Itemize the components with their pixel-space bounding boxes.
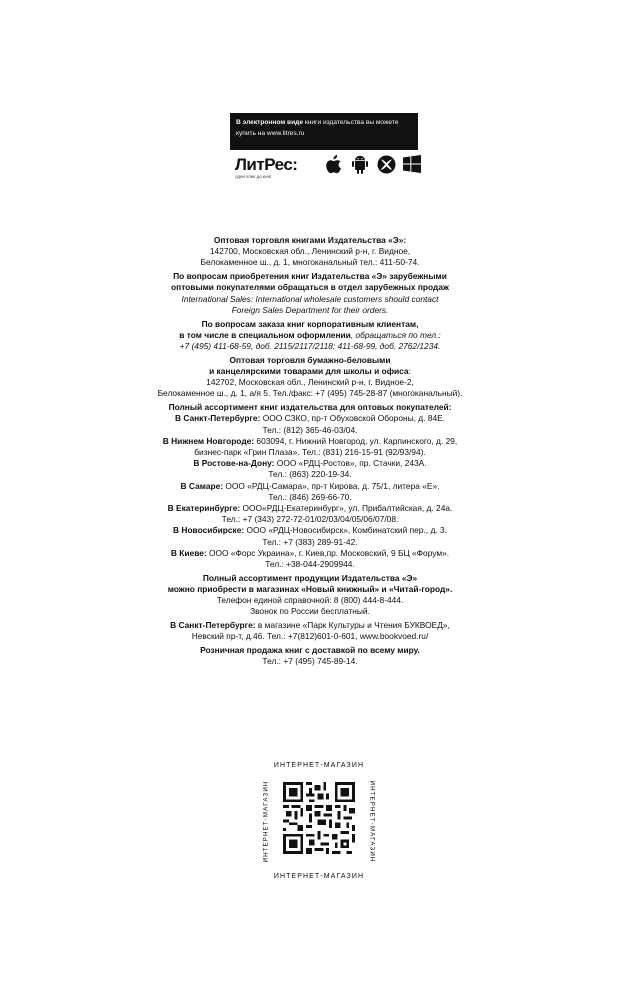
delivery-phone: Тел.: +7 (495) 745-89-14. — [262, 656, 358, 667]
samara-phone: Тел.: (846) 269-66-70. — [268, 491, 352, 502]
rostov-phone: Тел.: (863) 220-19-34. — [268, 469, 352, 480]
ekb-line: В Екатеринбурге: ООО«РДЦ-Екатеринбург», ул. Прибалтийская, д. 24а. — [167, 503, 453, 514]
qr-caption-bottom: ИНТЕРНЕТ-МАГАЗИН — [273, 873, 365, 880]
retail-line-1: Полный ассортимент продукции Издательства «Э» — [202, 572, 418, 583]
qr-caption-top: ИНТЕРНЕТ-МАГАЗИН — [273, 762, 365, 769]
foreign-sales-block — [100, 271, 520, 316]
assortment-block — [100, 402, 520, 570]
retail-free-call: Звонок по России бесплатный. — [250, 606, 370, 617]
apple-icon — [324, 154, 344, 174]
stationery-block — [100, 355, 520, 400]
qr-caption-left: ИНТЕРНЕТ-МАГАЗИН — [262, 780, 270, 863]
foreign-sales-line-1: По вопросам приобретения книг Издательства «Э» зарубежными — [173, 271, 447, 282]
litres-tagline: один клик до книг — [235, 174, 272, 179]
retail-block — [100, 573, 520, 618]
stationery-address-2: Белокаменное ш., д. 1, а/я 5. Тел./факс: +7 (495) 745-28-87 (многоканальный). — [157, 388, 463, 399]
assortment-heading: Полный ассортимент книг издательства для оптовых покупателей: — [168, 402, 452, 413]
kiev-line: В Киеве: ООО «Форс Украина», г. Киев,пр. Московский, 9 БЦ «Форум». — [170, 547, 450, 558]
litres-promo-banner — [230, 113, 418, 150]
stationery-line-2: и канцелярскими товарами для школы и офиса: — [209, 366, 411, 377]
wholesale-heading: Оптовая торговля книгами Издательства «Э»: — [213, 235, 407, 245]
banner-line-2: купить на www.litres.ru — [236, 130, 305, 137]
foreign-sales-line-2: оптовыми покупателями обращаться в отдел зарубежных продаж — [171, 282, 449, 293]
ekb-phone: Тел.: +7 (343) 272-72-01/02/03/04/05/06/07/08. — [221, 514, 399, 525]
litres-logo — [235, 156, 297, 179]
windows-icon — [402, 154, 422, 174]
qr-caption-right: ИНТЕРНЕТ-МАГАЗИН — [368, 780, 376, 863]
banner-line-1: В электронном виде книги издательства вы можете — [236, 119, 399, 126]
retail-line-2: можно приобрести в магазинах «Новый книжный» и «Читай-город». — [167, 584, 453, 595]
qr-code-block — [262, 762, 376, 882]
corporate-block — [100, 319, 520, 353]
foreign-sales-line-4: Foreign Sales Department for their orders. — [231, 304, 389, 315]
samara-line: В Самаре: ООО «РДЦ-Самара», пр-т Кирова, д. 75/1, литера «Е». — [180, 480, 440, 491]
spb-line: В Санкт-Петербурге: ООО СЗКО, пр-т Обуховской Обороны, д. 84Е. — [174, 413, 446, 424]
nsk-line: В Новосибирске: ООО «РДЦ-Новосибирск», Комбинатский пер., д. 3. — [173, 525, 447, 536]
qr-code[interactable] — [283, 782, 355, 854]
wholesale-block — [100, 235, 520, 269]
corporate-line-2: в том числе в специальном оформлении, обращаться по тел.: — [179, 329, 441, 340]
android-icon — [350, 154, 370, 174]
stationery-address-1: 142702, Московская обл., Ленинский р-н, г. Видное-2, — [206, 377, 414, 388]
foreign-sales-line-3: International Sales: International wholesale customers should contact — [181, 293, 439, 304]
spb-store-line-1: В Санкт-Петербурге: в магазине «Парк Культуры и Чтения БУКВОЕД», — [170, 620, 450, 631]
nsk-phone: Тел.: +7 (383) 289-91-42. — [262, 536, 358, 547]
delivery-line-1: Розничная продажа книг с доставкой по всему миру. — [200, 645, 420, 656]
delivery-block — [100, 645, 520, 667]
spb-store-line-2: Невский пр-т, д.46. Тел.: +7(812)601-0-601, www.bookvoed.ru/ — [191, 631, 429, 642]
stationery-line-1: Оптовая торговля бумажно-беловыми — [229, 354, 391, 365]
wholesale-address-1: 142700, Московская обл., Ленинский р-н, г. Видное, — [209, 246, 411, 257]
platform-icons — [324, 154, 422, 174]
litres-logo-text: ЛитРес: — [235, 155, 298, 174]
wholesale-address-2: Белокаменное ш., д. 1, многоканальный тел.: 411-50-74. — [200, 257, 420, 268]
nn-line-2: бизнес-парк «Грин Плаза». Тел.: (831) 216-15-91 (92/93/94). — [194, 447, 426, 458]
corporate-phones: +7 (495) 411-68-59, доб. 2115/2117/2118; 411-68-99, доб. 2762/1234. — [179, 341, 441, 352]
spb-phone: Тел.: (812) 365-46-03/04. — [262, 424, 358, 435]
spb-store-block — [100, 620, 520, 642]
xbox-icon — [376, 154, 396, 174]
corporate-line-1: По вопросам заказа книг корпоративным клиентам, — [201, 318, 419, 329]
retail-hotline: Телефон единой справочной: 8 (800) 444-8-444. — [216, 595, 404, 606]
kiev-phone: Тел.: +38-044-2909944. — [265, 559, 355, 570]
contact-info — [100, 235, 520, 670]
rostov-line: В Ростове-на-Дону: ООО «РДЦ-Ростов», пр. Стачки, 243А. — [193, 458, 427, 469]
nn-line: В Нижнем Новгороде: 603094, г. Нижний Новгород, ул. Карпинского, д. 29, — [162, 435, 458, 446]
